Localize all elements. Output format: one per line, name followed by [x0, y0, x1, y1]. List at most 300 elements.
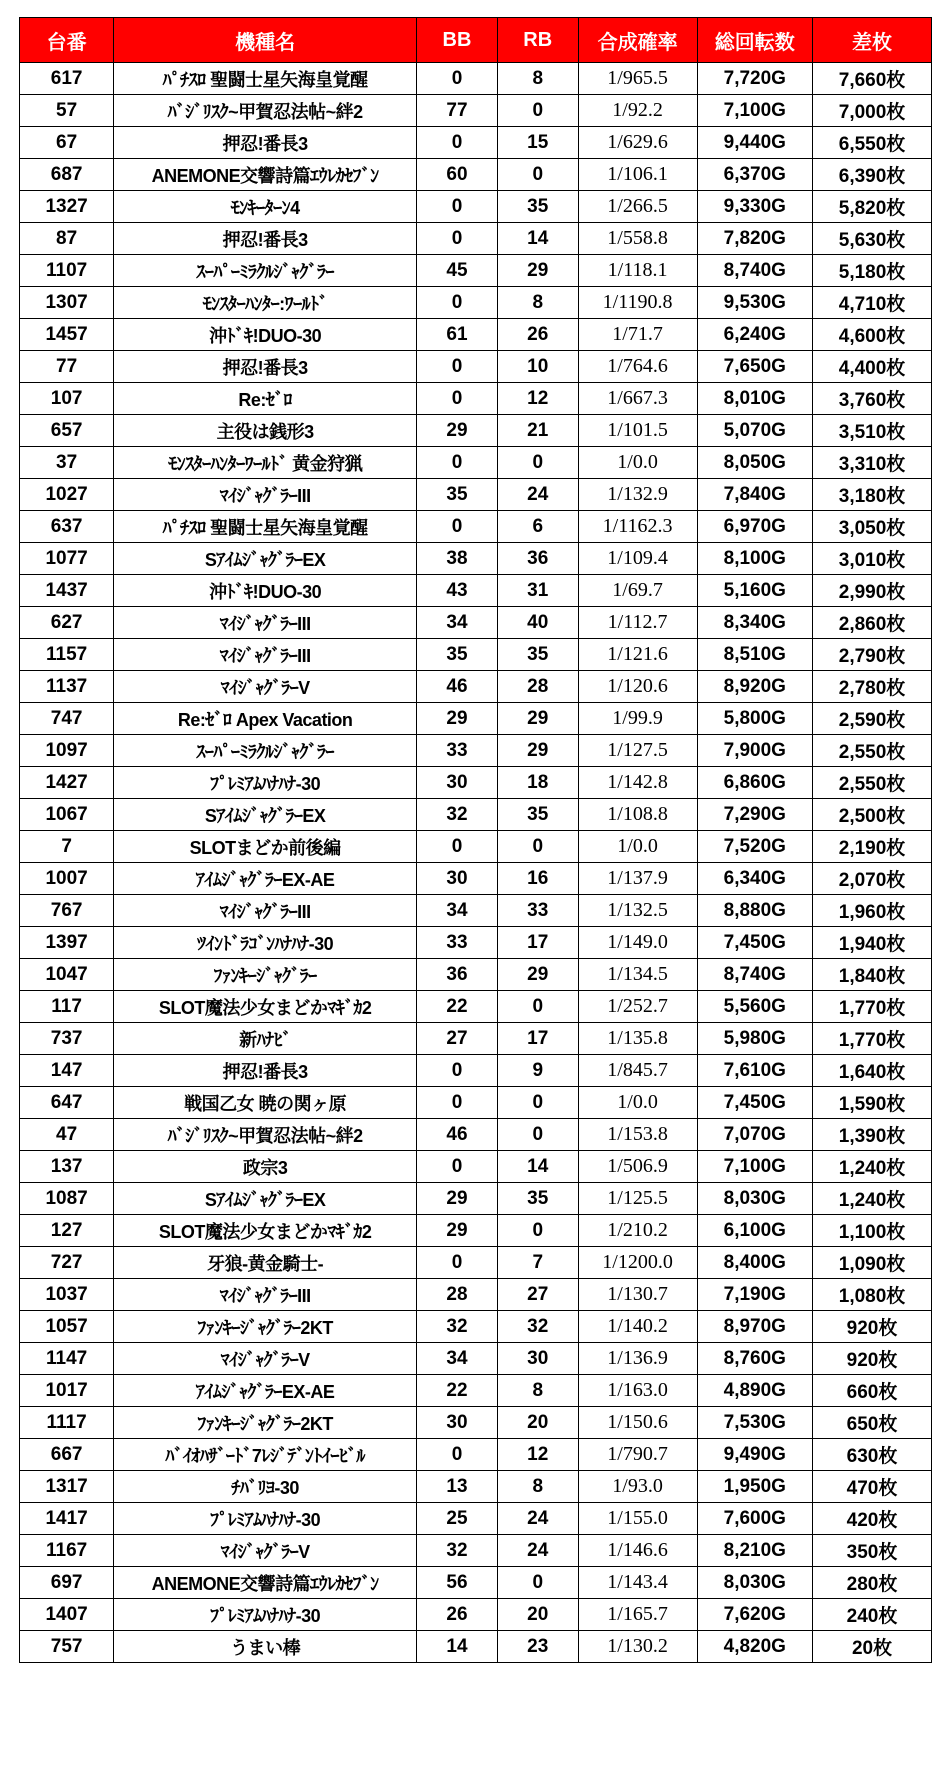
table-row — [20, 1407, 932, 1439]
table-row — [20, 1247, 932, 1279]
machine-number-cell: 647 — [20, 1087, 114, 1119]
machine-name-cell: ｽｰﾊﾟｰﾐﾗｸﾙｼﾞｬｸﾞﾗｰ — [114, 735, 417, 767]
rb-count-cell: 24 — [497, 479, 578, 511]
combined-rate-cell: 1/153.8 — [578, 1119, 697, 1151]
medal-difference-cell: 920枚 — [813, 1311, 932, 1343]
table-row — [20, 511, 932, 543]
rb-count-cell: 9 — [497, 1055, 578, 1087]
medal-difference-cell: 2,780枚 — [813, 671, 932, 703]
machine-name-cell: ﾊﾞｼﾞﾘｽｸ~甲賀忍法帖~絆2 — [114, 1119, 417, 1151]
medal-difference-cell: 3,050枚 — [813, 511, 932, 543]
machine-number-cell: 1157 — [20, 639, 114, 671]
table-row — [20, 223, 932, 255]
table-row — [20, 1343, 932, 1375]
rb-count-cell: 40 — [497, 607, 578, 639]
total-spins-cell: 6,970G — [697, 511, 813, 543]
medal-difference-cell: 280枚 — [813, 1567, 932, 1599]
machine-name-cell: ﾏｲｼﾞｬｸﾞﾗｰIII — [114, 479, 417, 511]
machine-name-cell: 政宗3 — [114, 1151, 417, 1183]
total-spins-cell: 9,490G — [697, 1439, 813, 1471]
bb-count-cell: 32 — [417, 1311, 498, 1343]
medal-difference-cell: 1,770枚 — [813, 991, 932, 1023]
machine-name-cell: ﾏｲｼﾞｬｸﾞﾗｰIII — [114, 895, 417, 927]
bb-count-cell: 46 — [417, 1119, 498, 1151]
machine-number-cell: 1407 — [20, 1599, 114, 1631]
rb-count-cell: 18 — [497, 767, 578, 799]
machine-number-cell: 727 — [20, 1247, 114, 1279]
bb-count-cell: 61 — [417, 319, 498, 351]
machine-name-cell: Re:ｾﾞﾛ Apex Vacation — [114, 703, 417, 735]
machine-number-cell: 1007 — [20, 863, 114, 895]
table-row — [20, 191, 932, 223]
machine-name-cell: ﾓﾝｽﾀｰﾊﾝﾀｰ:ﾜｰﾙﾄﾞ — [114, 287, 417, 319]
machine-name-cell: ANEMONE交響詩篇ｴｳﾚｶｾﾌﾞﾝ — [114, 159, 417, 191]
table-row — [20, 927, 932, 959]
total-spins-cell: 7,720G — [697, 63, 813, 95]
rb-count-cell: 35 — [497, 191, 578, 223]
machine-number-cell: 77 — [20, 351, 114, 383]
bb-count-cell: 60 — [417, 159, 498, 191]
combined-rate-cell: 1/0.0 — [578, 831, 697, 863]
medal-difference-cell: 2,790枚 — [813, 639, 932, 671]
combined-rate-cell: 1/132.9 — [578, 479, 697, 511]
medal-difference-cell: 4,600枚 — [813, 319, 932, 351]
total-spins-cell: 1,950G — [697, 1471, 813, 1503]
combined-rate-cell: 1/210.2 — [578, 1215, 697, 1247]
medal-difference-cell: 7,000枚 — [813, 95, 932, 127]
medal-difference-cell: 240枚 — [813, 1599, 932, 1631]
combined-rate-cell: 1/790.7 — [578, 1439, 697, 1471]
table-row — [20, 287, 932, 319]
table-row — [20, 767, 932, 799]
combined-rate-cell: 1/1162.3 — [578, 511, 697, 543]
combined-rate-cell: 1/155.0 — [578, 1503, 697, 1535]
medal-difference-cell: 6,390枚 — [813, 159, 932, 191]
machine-name-cell: ﾌﾟﾚﾐｱﾑﾊﾅﾊﾅ-30 — [114, 1599, 417, 1631]
rb-count-cell: 35 — [497, 1183, 578, 1215]
combined-rate-cell: 1/1190.8 — [578, 287, 697, 319]
bb-count-cell: 0 — [417, 351, 498, 383]
combined-rate-cell: 1/0.0 — [578, 1087, 697, 1119]
bb-count-cell: 25 — [417, 1503, 498, 1535]
rb-count-cell: 35 — [497, 639, 578, 671]
rb-count-cell: 20 — [497, 1599, 578, 1631]
table-row — [20, 383, 932, 415]
machine-number-cell: 627 — [20, 607, 114, 639]
medal-difference-cell: 1,840枚 — [813, 959, 932, 991]
machine-number-cell: 1427 — [20, 767, 114, 799]
total-spins-cell: 8,340G — [697, 607, 813, 639]
machine-number-cell: 1027 — [20, 479, 114, 511]
combined-rate-cell: 1/106.1 — [578, 159, 697, 191]
machine-number-cell: 1067 — [20, 799, 114, 831]
table-row — [20, 607, 932, 639]
rb-count-cell: 29 — [497, 703, 578, 735]
table-row — [20, 1471, 932, 1503]
bb-count-cell: 0 — [417, 383, 498, 415]
total-spins-cell: 8,760G — [697, 1343, 813, 1375]
table-row — [20, 895, 932, 927]
combined-rate-cell: 1/93.0 — [578, 1471, 697, 1503]
combined-rate-cell: 1/143.4 — [578, 1567, 697, 1599]
machine-name-cell: SLOT魔法少女まどかﾏｷﾞｶ2 — [114, 991, 417, 1023]
machine-number-cell: 767 — [20, 895, 114, 927]
machine-name-cell: ﾓﾝｽﾀｰﾊﾝﾀｰﾜｰﾙﾄﾞ 黄金狩猟 — [114, 447, 417, 479]
machine-number-cell: 107 — [20, 383, 114, 415]
rb-count-cell: 0 — [497, 447, 578, 479]
total-spins-cell: 7,650G — [697, 351, 813, 383]
machine-number-cell: 1137 — [20, 671, 114, 703]
machine-number-cell: 737 — [20, 1023, 114, 1055]
medal-difference-cell: 1,770枚 — [813, 1023, 932, 1055]
medal-difference-cell: 920枚 — [813, 1343, 932, 1375]
total-spins-cell: 5,560G — [697, 991, 813, 1023]
machine-name-cell: ﾁﾊﾞﾘﾖ-30 — [114, 1471, 417, 1503]
total-spins-cell: 9,440G — [697, 127, 813, 159]
table-row — [20, 1535, 932, 1567]
total-spins-cell: 7,840G — [697, 479, 813, 511]
bb-count-cell: 0 — [417, 447, 498, 479]
medal-difference-cell: 5,180枚 — [813, 255, 932, 287]
total-spins-cell: 7,450G — [697, 927, 813, 959]
header-machine-name: 機種名 — [114, 18, 417, 63]
medal-difference-cell: 6,550枚 — [813, 127, 932, 159]
machine-name-cell: 押忍!番長3 — [114, 223, 417, 255]
rb-count-cell: 24 — [497, 1535, 578, 1567]
table-row — [20, 575, 932, 607]
rb-count-cell: 0 — [497, 159, 578, 191]
combined-rate-cell: 1/101.5 — [578, 415, 697, 447]
rb-count-cell: 26 — [497, 319, 578, 351]
table-row — [20, 447, 932, 479]
machine-name-cell: 新ﾊﾅﾋﾞ — [114, 1023, 417, 1055]
bb-count-cell: 0 — [417, 1439, 498, 1471]
bb-count-cell: 33 — [417, 735, 498, 767]
combined-rate-cell: 1/132.5 — [578, 895, 697, 927]
combined-rate-cell: 1/125.5 — [578, 1183, 697, 1215]
total-spins-cell: 8,740G — [697, 959, 813, 991]
table-row — [20, 1151, 932, 1183]
table-row — [20, 831, 932, 863]
bb-count-cell: 14 — [417, 1631, 498, 1663]
rb-count-cell: 8 — [497, 63, 578, 95]
total-spins-cell: 8,050G — [697, 447, 813, 479]
machine-number-cell: 1097 — [20, 735, 114, 767]
header-rb: RB — [497, 18, 578, 63]
combined-rate-cell: 1/667.3 — [578, 383, 697, 415]
combined-rate-cell: 1/135.8 — [578, 1023, 697, 1055]
total-spins-cell: 8,210G — [697, 1535, 813, 1567]
medal-difference-cell: 1,960枚 — [813, 895, 932, 927]
bb-count-cell: 77 — [417, 95, 498, 127]
total-spins-cell: 7,520G — [697, 831, 813, 863]
bb-count-cell: 32 — [417, 1535, 498, 1567]
bb-count-cell: 26 — [417, 1599, 498, 1631]
medal-difference-cell: 5,630枚 — [813, 223, 932, 255]
medal-difference-cell: 1,080枚 — [813, 1279, 932, 1311]
combined-rate-cell: 1/118.1 — [578, 255, 697, 287]
total-spins-cell: 4,820G — [697, 1631, 813, 1663]
combined-rate-cell: 1/99.9 — [578, 703, 697, 735]
rb-count-cell: 12 — [497, 1439, 578, 1471]
machine-name-cell: ﾂｲﾝﾄﾞﾗｺﾞﾝﾊﾅﾊﾅ-30 — [114, 927, 417, 959]
rb-count-cell: 35 — [497, 799, 578, 831]
combined-rate-cell: 1/266.5 — [578, 191, 697, 223]
medal-difference-cell: 5,820枚 — [813, 191, 932, 223]
bb-count-cell: 0 — [417, 511, 498, 543]
combined-rate-cell: 1/137.9 — [578, 863, 697, 895]
machine-number-cell: 617 — [20, 63, 114, 95]
bb-count-cell: 35 — [417, 639, 498, 671]
rb-count-cell: 6 — [497, 511, 578, 543]
machine-number-cell: 657 — [20, 415, 114, 447]
header-combined-rate: 合成確率 — [578, 18, 697, 63]
rb-count-cell: 24 — [497, 1503, 578, 1535]
machine-name-cell: SLOTまどか前後編 — [114, 831, 417, 863]
rb-count-cell: 15 — [497, 127, 578, 159]
machine-name-cell: ﾏｲｼﾞｬｸﾞﾗｰIII — [114, 1279, 417, 1311]
table-row — [20, 1279, 932, 1311]
bb-count-cell: 22 — [417, 1375, 498, 1407]
bb-count-cell: 0 — [417, 1151, 498, 1183]
bb-count-cell: 33 — [417, 927, 498, 959]
machine-number-cell: 1037 — [20, 1279, 114, 1311]
rb-count-cell: 23 — [497, 1631, 578, 1663]
total-spins-cell: 7,070G — [697, 1119, 813, 1151]
combined-rate-cell: 1/130.2 — [578, 1631, 697, 1663]
combined-rate-cell: 1/108.8 — [578, 799, 697, 831]
machine-name-cell: ﾌｧﾝｷｰｼﾞｬｸﾞﾗｰ — [114, 959, 417, 991]
machine-number-cell: 1417 — [20, 1503, 114, 1535]
combined-rate-cell: 1/965.5 — [578, 63, 697, 95]
medal-difference-cell: 2,190枚 — [813, 831, 932, 863]
machine-name-cell: ｱｲﾑｼﾞｬｸﾞﾗｰEX-AE — [114, 863, 417, 895]
bb-count-cell: 38 — [417, 543, 498, 575]
machine-name-cell: ﾊﾟﾁｽﾛ 聖闘士星矢海皇覚醒 — [114, 511, 417, 543]
medal-difference-cell: 650枚 — [813, 1407, 932, 1439]
total-spins-cell: 6,860G — [697, 767, 813, 799]
total-spins-cell: 8,970G — [697, 1311, 813, 1343]
header-machine-number: 台番 — [20, 18, 114, 63]
rb-count-cell: 0 — [497, 991, 578, 1023]
table-header — [20, 18, 932, 63]
combined-rate-cell: 1/146.6 — [578, 1535, 697, 1567]
medal-difference-cell: 1,640枚 — [813, 1055, 932, 1087]
total-spins-cell: 9,530G — [697, 287, 813, 319]
table-row — [20, 351, 932, 383]
medal-difference-cell: 1,090枚 — [813, 1247, 932, 1279]
machine-name-cell: ﾊﾞｲｵﾊｻﾞｰﾄﾞ7ﾚｼﾞﾃﾞﾝﾄｲｰﾋﾞﾙ — [114, 1439, 417, 1471]
bb-count-cell: 22 — [417, 991, 498, 1023]
machine-name-cell: ﾏｲｼﾞｬｸﾞﾗｰV — [114, 1535, 417, 1567]
bb-count-cell: 27 — [417, 1023, 498, 1055]
total-spins-cell: 8,400G — [697, 1247, 813, 1279]
machine-number-cell: 1107 — [20, 255, 114, 287]
medal-difference-cell: 7,660枚 — [813, 63, 932, 95]
total-spins-cell: 5,070G — [697, 415, 813, 447]
bb-count-cell: 0 — [417, 831, 498, 863]
rb-count-cell: 30 — [497, 1343, 578, 1375]
machine-name-cell: ﾓﾝｷｰﾀｰﾝ4 — [114, 191, 417, 223]
machine-name-cell: 沖ﾄﾞｷ!DUO-30 — [114, 319, 417, 351]
total-spins-cell: 8,030G — [697, 1183, 813, 1215]
bb-count-cell: 29 — [417, 1215, 498, 1247]
machine-name-cell: ﾊﾞｼﾞﾘｽｸ~甲賀忍法帖~絆2 — [114, 95, 417, 127]
bb-count-cell: 28 — [417, 1279, 498, 1311]
total-spins-cell: 5,980G — [697, 1023, 813, 1055]
machine-name-cell: ANEMONE交響詩篇ｴｳﾚｶｾﾌﾞﾝ — [114, 1567, 417, 1599]
rb-count-cell: 21 — [497, 415, 578, 447]
table-row — [20, 735, 932, 767]
rb-count-cell: 31 — [497, 575, 578, 607]
total-spins-cell: 8,510G — [697, 639, 813, 671]
rb-count-cell: 8 — [497, 287, 578, 319]
total-spins-cell: 8,030G — [697, 1567, 813, 1599]
combined-rate-cell: 1/134.5 — [578, 959, 697, 991]
machine-number-cell: 137 — [20, 1151, 114, 1183]
machine-name-cell: ﾌﾟﾚﾐｱﾑﾊﾅﾊﾅ-30 — [114, 767, 417, 799]
bb-count-cell: 13 — [417, 1471, 498, 1503]
machine-name-cell: ﾏｲｼﾞｬｸﾞﾗｰV — [114, 671, 417, 703]
machine-number-cell: 1087 — [20, 1183, 114, 1215]
rb-count-cell: 28 — [497, 671, 578, 703]
table-row — [20, 415, 932, 447]
machine-number-cell: 67 — [20, 127, 114, 159]
machine-number-cell: 687 — [20, 159, 114, 191]
machine-number-cell: 87 — [20, 223, 114, 255]
machine-name-cell: ﾏｲｼﾞｬｸﾞﾗｰIII — [114, 607, 417, 639]
header-medal-difference: 差枚 — [813, 18, 932, 63]
machine-number-cell: 697 — [20, 1567, 114, 1599]
rb-count-cell: 32 — [497, 1311, 578, 1343]
table-row — [20, 991, 932, 1023]
machine-number-cell: 7 — [20, 831, 114, 863]
combined-rate-cell: 1/764.6 — [578, 351, 697, 383]
medal-difference-cell: 3,010枚 — [813, 543, 932, 575]
combined-rate-cell: 1/120.6 — [578, 671, 697, 703]
rb-count-cell: 0 — [497, 1215, 578, 1247]
combined-rate-cell: 1/121.6 — [578, 639, 697, 671]
bb-count-cell: 29 — [417, 703, 498, 735]
table-row — [20, 1215, 932, 1247]
medal-difference-cell: 350枚 — [813, 1535, 932, 1567]
medal-difference-cell: 2,590枚 — [813, 703, 932, 735]
medal-difference-cell: 470枚 — [813, 1471, 932, 1503]
table-row — [20, 639, 932, 671]
total-spins-cell: 8,880G — [697, 895, 813, 927]
total-spins-cell: 7,290G — [697, 799, 813, 831]
medal-difference-cell: 3,760枚 — [813, 383, 932, 415]
table-row — [20, 127, 932, 159]
medal-difference-cell: 2,990枚 — [813, 575, 932, 607]
total-spins-cell: 7,900G — [697, 735, 813, 767]
medal-difference-cell: 20枚 — [813, 1631, 932, 1663]
bb-count-cell: 0 — [417, 1247, 498, 1279]
bb-count-cell: 32 — [417, 799, 498, 831]
table-row — [20, 1055, 932, 1087]
machine-name-cell: ﾏｲｼﾞｬｸﾞﾗｰV — [114, 1343, 417, 1375]
total-spins-cell: 7,450G — [697, 1087, 813, 1119]
machine-name-cell: ﾌｧﾝｷｰｼﾞｬｸﾞﾗｰ2KT — [114, 1311, 417, 1343]
rb-count-cell: 7 — [497, 1247, 578, 1279]
table-row — [20, 255, 932, 287]
bb-count-cell: 0 — [417, 63, 498, 95]
table-row — [20, 799, 932, 831]
machine-name-cell: SｱｲﾑｼﾞｬｸﾞﾗｰEX — [114, 543, 417, 575]
table-row — [20, 63, 932, 95]
combined-rate-cell: 1/127.5 — [578, 735, 697, 767]
combined-rate-cell: 1/149.0 — [578, 927, 697, 959]
table-row — [20, 479, 932, 511]
machine-number-cell: 757 — [20, 1631, 114, 1663]
bb-count-cell: 34 — [417, 1343, 498, 1375]
medal-difference-cell: 1,590枚 — [813, 1087, 932, 1119]
medal-difference-cell: 4,710枚 — [813, 287, 932, 319]
machine-number-cell: 1457 — [20, 319, 114, 351]
bb-count-cell: 34 — [417, 895, 498, 927]
total-spins-cell: 4,890G — [697, 1375, 813, 1407]
rb-count-cell: 29 — [497, 959, 578, 991]
medal-difference-cell: 660枚 — [813, 1375, 932, 1407]
table-row — [20, 1599, 932, 1631]
combined-rate-cell: 1/845.7 — [578, 1055, 697, 1087]
total-spins-cell: 8,740G — [697, 255, 813, 287]
machine-number-cell: 147 — [20, 1055, 114, 1087]
rb-count-cell: 27 — [497, 1279, 578, 1311]
bb-count-cell: 56 — [417, 1567, 498, 1599]
machine-number-cell: 1307 — [20, 287, 114, 319]
machine-number-cell: 667 — [20, 1439, 114, 1471]
bb-count-cell: 0 — [417, 1087, 498, 1119]
machine-name-cell: ｱｲﾑｼﾞｬｸﾞﾗｰEX-AE — [114, 1375, 417, 1407]
machine-number-cell: 37 — [20, 447, 114, 479]
rb-count-cell: 20 — [497, 1407, 578, 1439]
combined-rate-cell: 1/629.6 — [578, 127, 697, 159]
machine-name-cell: SLOT魔法少女まどかﾏｷﾞｶ2 — [114, 1215, 417, 1247]
machine-name-cell: ﾊﾟﾁｽﾛ 聖闘士星矢海皇覚醒 — [114, 63, 417, 95]
rb-count-cell: 8 — [497, 1375, 578, 1407]
machine-number-cell: 57 — [20, 95, 114, 127]
total-spins-cell: 6,240G — [697, 319, 813, 351]
machine-name-cell: 主役は銭形3 — [114, 415, 417, 447]
table-row — [20, 1567, 932, 1599]
header-total-spins: 総回転数 — [697, 18, 813, 63]
combined-rate-cell: 1/142.8 — [578, 767, 697, 799]
total-spins-cell: 6,100G — [697, 1215, 813, 1247]
bb-count-cell: 0 — [417, 1055, 498, 1087]
machine-number-cell: 47 — [20, 1119, 114, 1151]
medal-difference-cell: 630枚 — [813, 1439, 932, 1471]
machine-name-cell: SｱｲﾑｼﾞｬｸﾞﾗｰEX — [114, 799, 417, 831]
combined-rate-cell: 1/112.7 — [578, 607, 697, 639]
medal-difference-cell: 2,070枚 — [813, 863, 932, 895]
medal-difference-cell: 2,860枚 — [813, 607, 932, 639]
table-row — [20, 1183, 932, 1215]
medal-difference-cell: 3,510枚 — [813, 415, 932, 447]
machine-number-cell: 1327 — [20, 191, 114, 223]
machine-name-cell: ﾏｲｼﾞｬｸﾞﾗｰIII — [114, 639, 417, 671]
combined-rate-cell: 1/163.0 — [578, 1375, 697, 1407]
table-row — [20, 1087, 932, 1119]
machine-number-cell: 747 — [20, 703, 114, 735]
total-spins-cell: 8,010G — [697, 383, 813, 415]
machine-name-cell: Re:ｾﾞﾛ — [114, 383, 417, 415]
table-row — [20, 959, 932, 991]
rb-count-cell: 0 — [497, 1087, 578, 1119]
machine-name-cell: うまい棒 — [114, 1631, 417, 1663]
bb-count-cell: 36 — [417, 959, 498, 991]
rb-count-cell: 12 — [497, 383, 578, 415]
